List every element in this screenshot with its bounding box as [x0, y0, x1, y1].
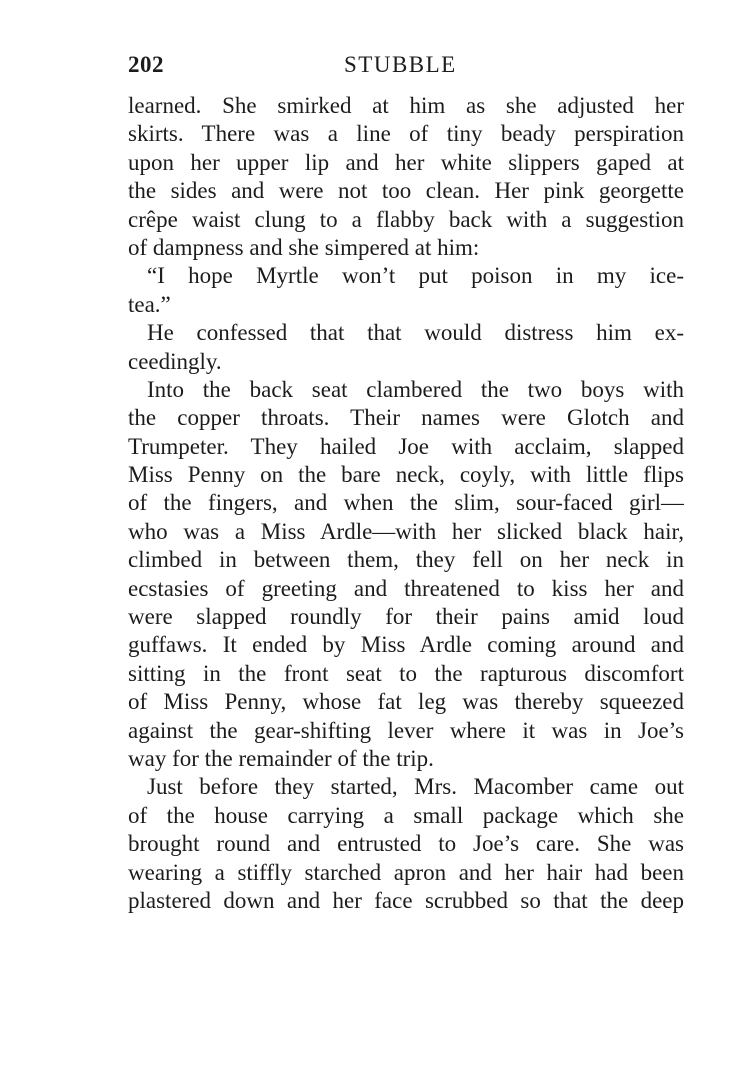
text-line: against the gear-shifting lever where it was in Joe’s — [128, 717, 684, 743]
text-line: upon her upper lip and her white slippers gaped at — [128, 149, 684, 175]
text-line: Just before they started, Mrs. Macomber came out — [147, 774, 684, 800]
text-line: climbed in between them, they fell on her neck in — [128, 547, 684, 573]
text-line: sitting in the front seat to the rapturous discomfort — [128, 660, 684, 686]
text-line: brought round and entrusted to Joe’s care. She was — [128, 831, 684, 857]
text-line: of Miss Penny, whose fat leg was thereby squeezed — [128, 689, 684, 715]
text-line: skirts. There was a line of tiny beady perspiration — [128, 121, 684, 147]
text-line: the sides and were not too clean. Her pink georgette — [128, 178, 684, 204]
running-title: STUBBLE — [344, 52, 457, 77]
running-head — [128, 52, 686, 84]
text-line: ecstasies of greeting and threatened to kiss her and — [128, 575, 684, 601]
text-line: were slapped roundly for their pains amid loud — [128, 604, 684, 630]
page-number: 202 — [128, 52, 164, 77]
text-line: who was a Miss Ardle—with her slicked black hair, — [128, 518, 684, 544]
text-line: ceedingly. — [128, 348, 222, 374]
text-line: guffaws. It ended by Miss Ardle coming around and — [128, 632, 684, 658]
text-line: the copper throats. Their names were Glotch and — [128, 405, 684, 431]
text-line: way for the remainder of the trip. — [128, 745, 434, 771]
text-line: Trumpeter. They hailed Joe with acclaim, slapped — [128, 433, 684, 459]
text-line: He confessed that that would distress him ex- — [147, 320, 684, 346]
body-text — [128, 92, 684, 915]
text-line: of dampness and she simpered at him: — [128, 234, 480, 260]
text-line: learned. She smirked at him as she adjusted her — [128, 93, 684, 118]
text-line: tea.” — [128, 291, 171, 317]
text-line: of the house carrying a small package which she — [128, 802, 684, 828]
text-line: plastered down and her face scrubbed so that the deep — [128, 887, 684, 913]
text-line: of the fingers, and when the slim, sour-faced girl— — [128, 490, 684, 516]
text-line: “I hope Myrtle won’t put poison in my ice- — [147, 263, 684, 289]
text-line: Miss Penny on the bare neck, coyly, with little flips — [128, 462, 684, 488]
text-line: wearing a stiffly starched apron and her hair had been — [128, 859, 684, 885]
text-line: Into the back seat clambered the two boys with — [147, 376, 684, 402]
text-line: crêpe waist clung to a flabby back with a suggestion — [128, 206, 684, 232]
